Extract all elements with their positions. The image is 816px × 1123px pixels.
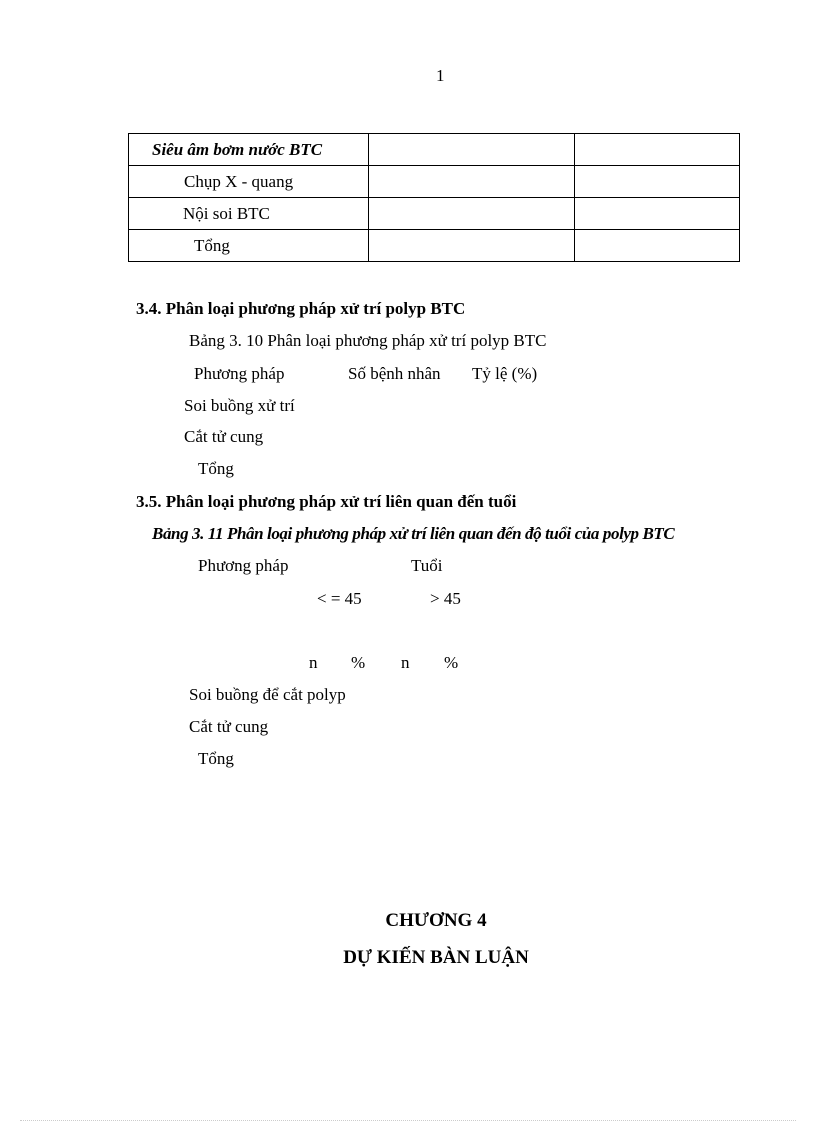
table-cell-label: Siêu âm bơm nước BTC	[152, 139, 323, 159]
table-cell-label: Chụp X - quang	[184, 171, 294, 191]
table-caption-3-10: Bảng 3. 10 Phân loại phương pháp xử trí polyp BTC	[189, 331, 547, 350]
row-label: Cắt tử cung	[189, 717, 269, 736]
section-heading-3-5: 3.5. Phân loại phương pháp xử trí liên quan đến tuổi	[136, 492, 517, 511]
row-label: Soi buồng để cắt polyp	[189, 685, 346, 704]
column-header-age: Tuổi	[411, 556, 443, 575]
table-row	[129, 166, 740, 198]
row-label: Cắt tử cung	[184, 427, 264, 446]
row-label: Soi buồng xử trí	[184, 396, 295, 415]
table-cell-label: Nội soi BTC	[183, 203, 270, 223]
page-bottom-rule	[20, 1120, 796, 1121]
section-heading-3-4: 3.4. Phân loại phương pháp xử trí polyp BTC	[136, 299, 466, 318]
column-header-method: Phương pháp	[194, 364, 285, 383]
column-header-method: Phương pháp	[198, 556, 289, 575]
chapter-title: DỰ KIẾN BÀN LUẬN	[343, 947, 529, 968]
column-header-percent: Tỷ lệ (%)	[472, 364, 538, 383]
table-caption-3-11: Bảng 3. 11 Phân loại phương pháp xử trí liên quan đến độ tuổi của polyp BTC	[152, 524, 675, 543]
age-group-label: < = 45	[317, 589, 362, 608]
sub-header-n: n	[309, 653, 318, 672]
row-label: Tổng	[198, 749, 234, 768]
table-cell-label: Tổng	[194, 235, 230, 255]
column-header-patients: Số bệnh nhân	[348, 364, 441, 383]
sub-header-percent: %	[444, 653, 459, 672]
summary-table	[128, 133, 740, 262]
row-label: Tổng	[198, 459, 234, 478]
table-row	[129, 230, 740, 262]
page-number: 1	[436, 66, 445, 85]
age-group-label: > 45	[430, 589, 461, 608]
chapter-number: CHƯƠNG 4	[385, 910, 487, 931]
sub-header-percent: %	[351, 653, 366, 672]
table-row	[129, 198, 740, 230]
sub-header-n: n	[401, 653, 410, 672]
table-row	[129, 134, 740, 166]
